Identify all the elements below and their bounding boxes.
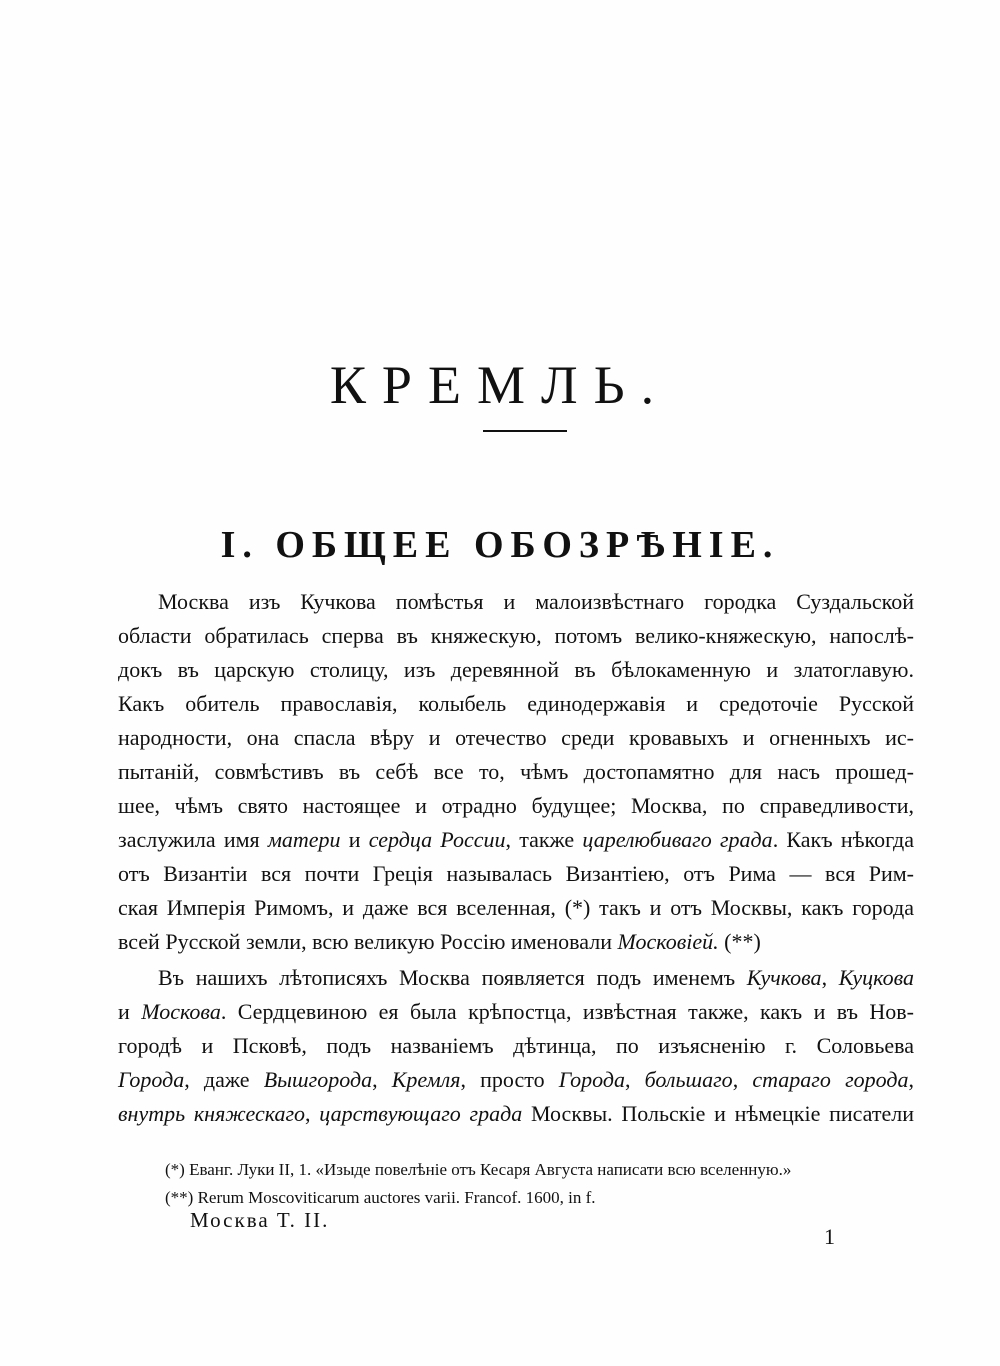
title-divider (483, 430, 567, 432)
text-run: , просто (460, 1067, 559, 1092)
text-line (118, 995, 914, 1029)
footnote-1: (*) Еванг. Луки II, 1. «Изыде повелѣніе отъ Кесаря Августа написати всю вселенную.» (165, 1160, 792, 1179)
italic-term: Вышгорода (263, 1067, 373, 1092)
printer-signature: Москва Т. II. (190, 1208, 330, 1232)
text-line (118, 961, 914, 995)
italic-term: Кучкова (746, 965, 822, 990)
text-line: области обратилась сперва въ княжескую, потомъ велико-княжескую, напослѣ- (118, 623, 914, 648)
text-run: (**) (718, 929, 761, 954)
text-run: . Сердцевиною ея была крѣпостца, извѣстная также, какъ и въ Нов- (220, 999, 914, 1024)
text-run: , также (505, 827, 583, 852)
italic-term: стараго города (752, 1067, 909, 1092)
footnotes (165, 1156, 925, 1212)
text-run: , (908, 1067, 914, 1092)
italic-term: Кремля (391, 1067, 461, 1092)
text-run: , (305, 1101, 320, 1126)
text-line: народности, она спасла вѣру и отечество среди кровавыхъ и огненныхъ ис- (118, 725, 914, 750)
text-run: всей Русской земли, всю великую Россію именовали (118, 929, 618, 954)
text-run: , (821, 965, 839, 990)
italic-term: Московіей. (617, 929, 719, 954)
text-line: шее, чѣмъ свято настоящее и отрадно будущее; Москва, по справедливости, (118, 793, 914, 818)
text-run: Москвы. Польскіе и нѣмецкіе писатели (522, 1101, 915, 1126)
text-run: и (118, 999, 142, 1024)
text-line: пытаній, совмѣстивъ въ себѣ все то, чѣмъ достопамятно для насъ прошед- (118, 759, 914, 784)
footnote-2: (**) Rerum Moscoviticarum auctores varii. Francof. 1600, in f. (165, 1188, 596, 1207)
text-run: , даже (184, 1067, 264, 1092)
italic-term: царелюбиваго града (582, 827, 773, 852)
text-line: Какъ обитель православія, колыбель единодержавія и средоточіе Русской (118, 691, 914, 716)
section-title: I. ОБЩЕЕ ОБОЗРѢНІЕ. (220, 523, 780, 566)
text-line (118, 1063, 914, 1097)
main-text (118, 585, 914, 1131)
text-line: отъ Византіи вся почти Греція называлась Византіею, отъ Рима — вся Рим- (118, 861, 914, 886)
italic-term: матери (267, 827, 341, 852)
italic-term: царствующаго града (319, 1101, 523, 1126)
italic-term: большаго (644, 1067, 733, 1092)
text-run: , (372, 1067, 392, 1092)
text-line: ская Имперія Римомъ, и даже вся вселенная, (*) такъ и отъ Москвы, какъ города (118, 895, 914, 920)
text-run: и (340, 827, 369, 852)
text-line (118, 1097, 914, 1131)
text-line (118, 925, 914, 959)
page-number: 1 (824, 1224, 835, 1249)
text-run: Въ нашихъ лѣтописяхъ Москва появляется подъ именемъ (158, 965, 747, 990)
text-line: докъ въ царскую столицу, изъ деревянной въ бѣлокаменную и златоглавую. (118, 657, 914, 682)
italic-term: внутрь княжескаго (118, 1101, 306, 1126)
italic-term: Города (118, 1067, 185, 1092)
text-line: Москва изъ Кучкова помѣстья и малоизвѣстнаго городка Суздальской (158, 589, 914, 614)
italic-term: Города (558, 1067, 625, 1092)
text-line: городѣ и Псковѣ, подъ названіемъ дѣтинца, по изъясненію г. Соловьева (118, 1033, 914, 1058)
page-title: КРЕМЛЬ. (329, 355, 671, 416)
italic-term: Куцкова (838, 965, 915, 990)
italic-term: сердца России (368, 827, 506, 852)
text-run: , (624, 1067, 645, 1092)
italic-term: Москова (141, 999, 221, 1024)
text-run: , (732, 1067, 753, 1092)
text-run: заслужила имя (118, 827, 268, 852)
text-line (118, 823, 914, 857)
text-run: . Какъ нѣкогда (772, 827, 914, 852)
